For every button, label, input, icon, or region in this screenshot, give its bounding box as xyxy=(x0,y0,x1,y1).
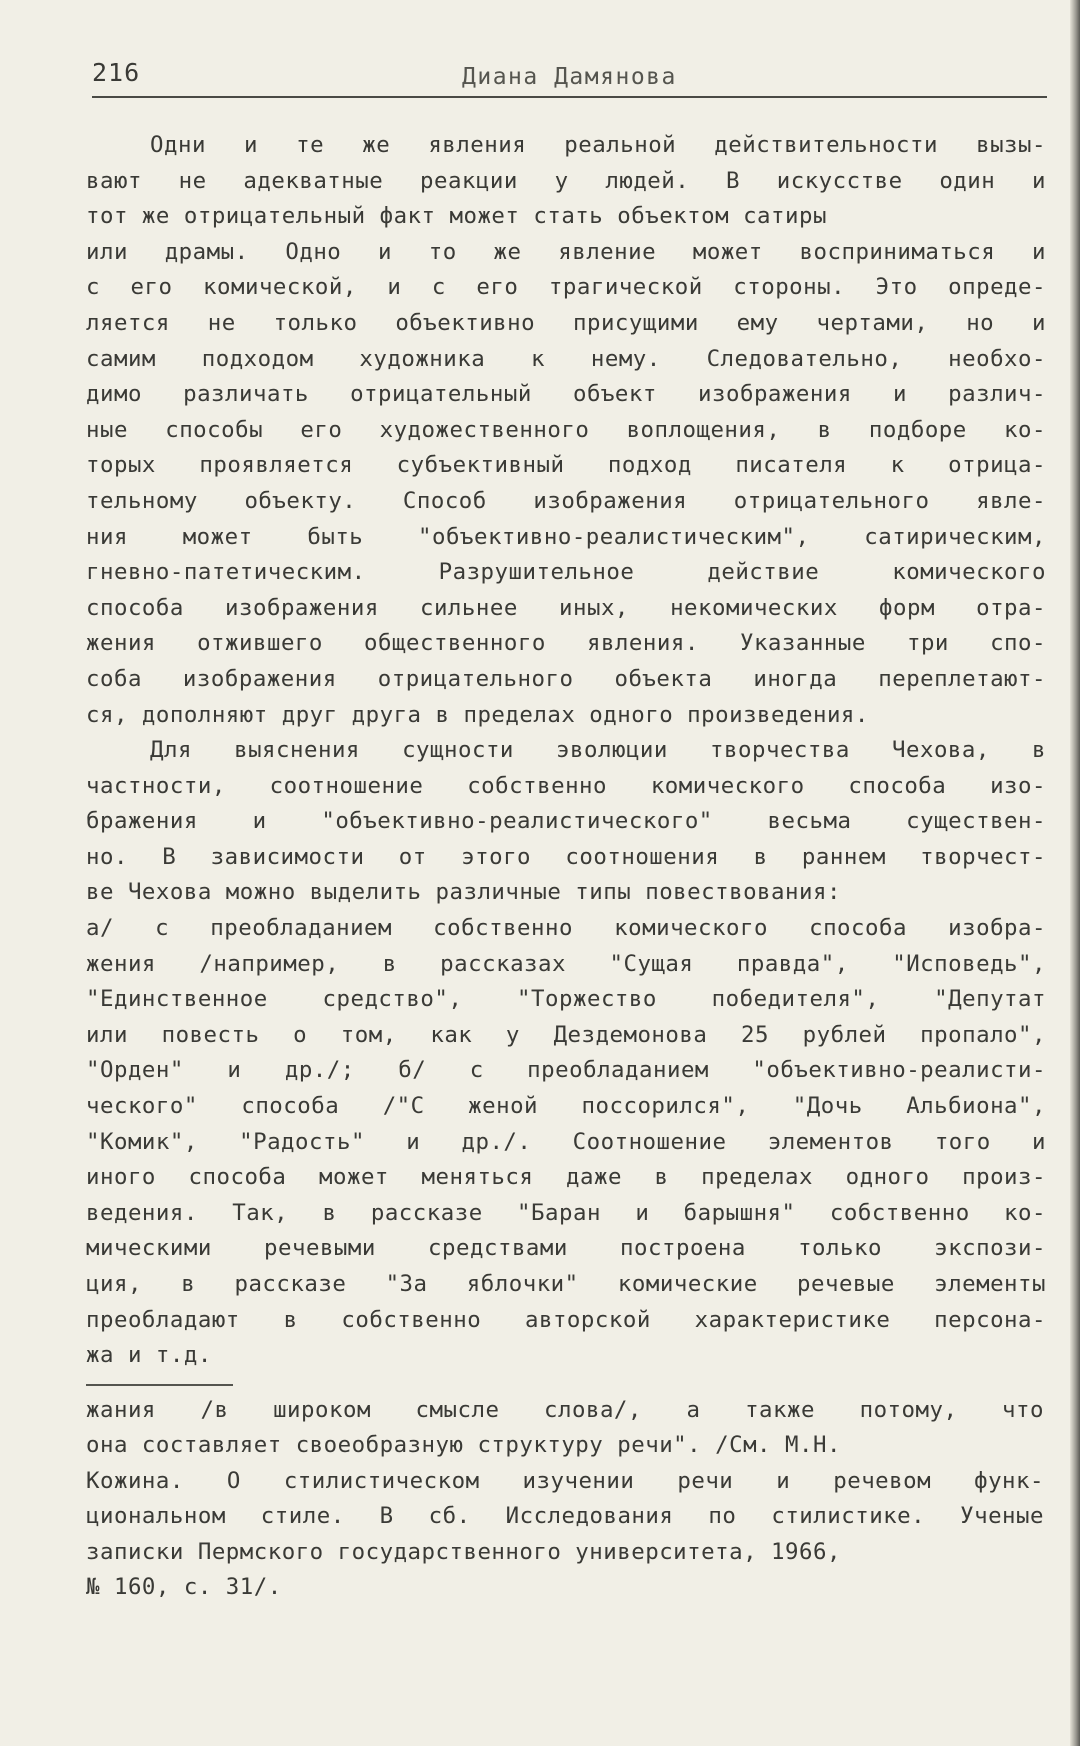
text-line: самим подходом художника к нему. Следовательно, необхо- xyxy=(86,345,1046,372)
footnote-line: она составляет своеобразную структуру речи". /См. М.Н. xyxy=(86,1432,841,1459)
text-line: вают не адекватные реакции у людей. В искусстве один и xyxy=(86,167,1046,194)
text-line: способа изображения сильнее иных, некомических форм отра- xyxy=(86,594,1046,621)
text-line: а/ с преобладанием собственно комического способа изобра- xyxy=(86,915,1046,942)
text-line: "Орден" и др./; б/ с преобладанием "объективно-реалисти- xyxy=(86,1057,1046,1084)
footnote-line: записки Пермского государственного университета, 1966, xyxy=(86,1538,841,1565)
text-line: ческого" способа /"С женой поссорился", "Дочь Альбиона", xyxy=(86,1093,1046,1120)
text-line: мическими речевыми средствами построена только экспози- xyxy=(86,1235,1046,1262)
text-line: ве Чехова можно выделить различные типы повествования: xyxy=(86,879,841,906)
text-line: или повесть о том, как у Дездемонова 25 рублей пропало", xyxy=(86,1021,1046,1048)
footnote-line: № 160, с. 31/. xyxy=(86,1573,282,1600)
text-line: тот же отрицательный факт может стать объектом сатиры xyxy=(86,203,827,230)
text-line: "Комик", "Радость" и др./. Соотношение элементов того и xyxy=(86,1128,1046,1155)
text-line: преобладают в собственно авторской характеристике персона- xyxy=(86,1306,1046,1333)
text-line: с его комической, и с его трагической стороны. Это опреде- xyxy=(86,274,1046,301)
text-line: димо различать отрицательный объект изображения и различ- xyxy=(86,381,1046,408)
text-line: иного способа может меняться даже в пределах одного произ- xyxy=(86,1164,1046,1191)
text-line: соба изображения отрицательного объекта иногда переплетают- xyxy=(86,665,1046,692)
footnote-line: циональном стиле. В сб. Исследования по стилистике. Ученые xyxy=(86,1503,1044,1530)
text-line: жения отжившего общественного явления. Указанные три спо- xyxy=(86,630,1046,657)
text-line: Одни и те же явления реальной действительности вызы- xyxy=(150,132,1046,158)
text-line: тельному объекту. Способ изображения отрицательного явле- xyxy=(86,487,1046,514)
text-line: гневно-патетическим. Разрушительное действие комического xyxy=(86,559,1046,586)
footnote xyxy=(86,1393,1044,1605)
page-edge-shadow xyxy=(1070,0,1080,1746)
text-line: частности, соотношение собственно комического способа изо- xyxy=(86,772,1046,799)
text-line: ния может быть "объективно-реалистическим", сатирическим, xyxy=(86,523,1046,550)
text-line: торых проявляется субъективный подход писателя к отрица- xyxy=(86,452,1046,479)
text-line: ся, дополняют друг друга в пределах одного произведения. xyxy=(86,701,869,728)
text-line: ция, в рассказе "За яблочки" комические речевые элементы xyxy=(86,1271,1046,1297)
footnote-rule xyxy=(86,1384,233,1386)
page-header xyxy=(92,56,1047,98)
text-line: бражения и "объективно-реалистического" весьма существен- xyxy=(86,808,1046,835)
text-line: ведения. Так, в рассказе "Баран и барышня" собственно ко- xyxy=(86,1199,1046,1226)
text-line: ные способы его художественного воплощения, в подборе ко- xyxy=(86,416,1046,443)
footnote-line: жания /в широком смысле слова/, а также потому, что xyxy=(86,1397,1044,1423)
text-line: "Единственное средство", "Торжество победителя", "Депутат xyxy=(86,986,1046,1013)
text-line: жения /например, в рассказах "Сущая правда", "Исповедь", xyxy=(86,950,1046,977)
text-line: или драмы. Одно и то же явление может восприниматься и xyxy=(86,238,1046,265)
body-text xyxy=(86,128,1046,1374)
text-line: Для выяснения сущности эволюции творчества Чехова, в xyxy=(150,737,1046,764)
page-number: 216 xyxy=(92,58,141,87)
text-line: ляется не только объективно присущими ему чертами, но и xyxy=(86,309,1046,336)
footnote-line: Кожина. О стилистическом изучении речи и речевом функ- xyxy=(86,1467,1044,1494)
running-head: Диана Дамянова xyxy=(462,64,677,90)
text-line: жа и т.д. xyxy=(86,1342,212,1369)
text-line: но. В зависимости от этого соотношения в раннем творчест- xyxy=(86,843,1046,870)
